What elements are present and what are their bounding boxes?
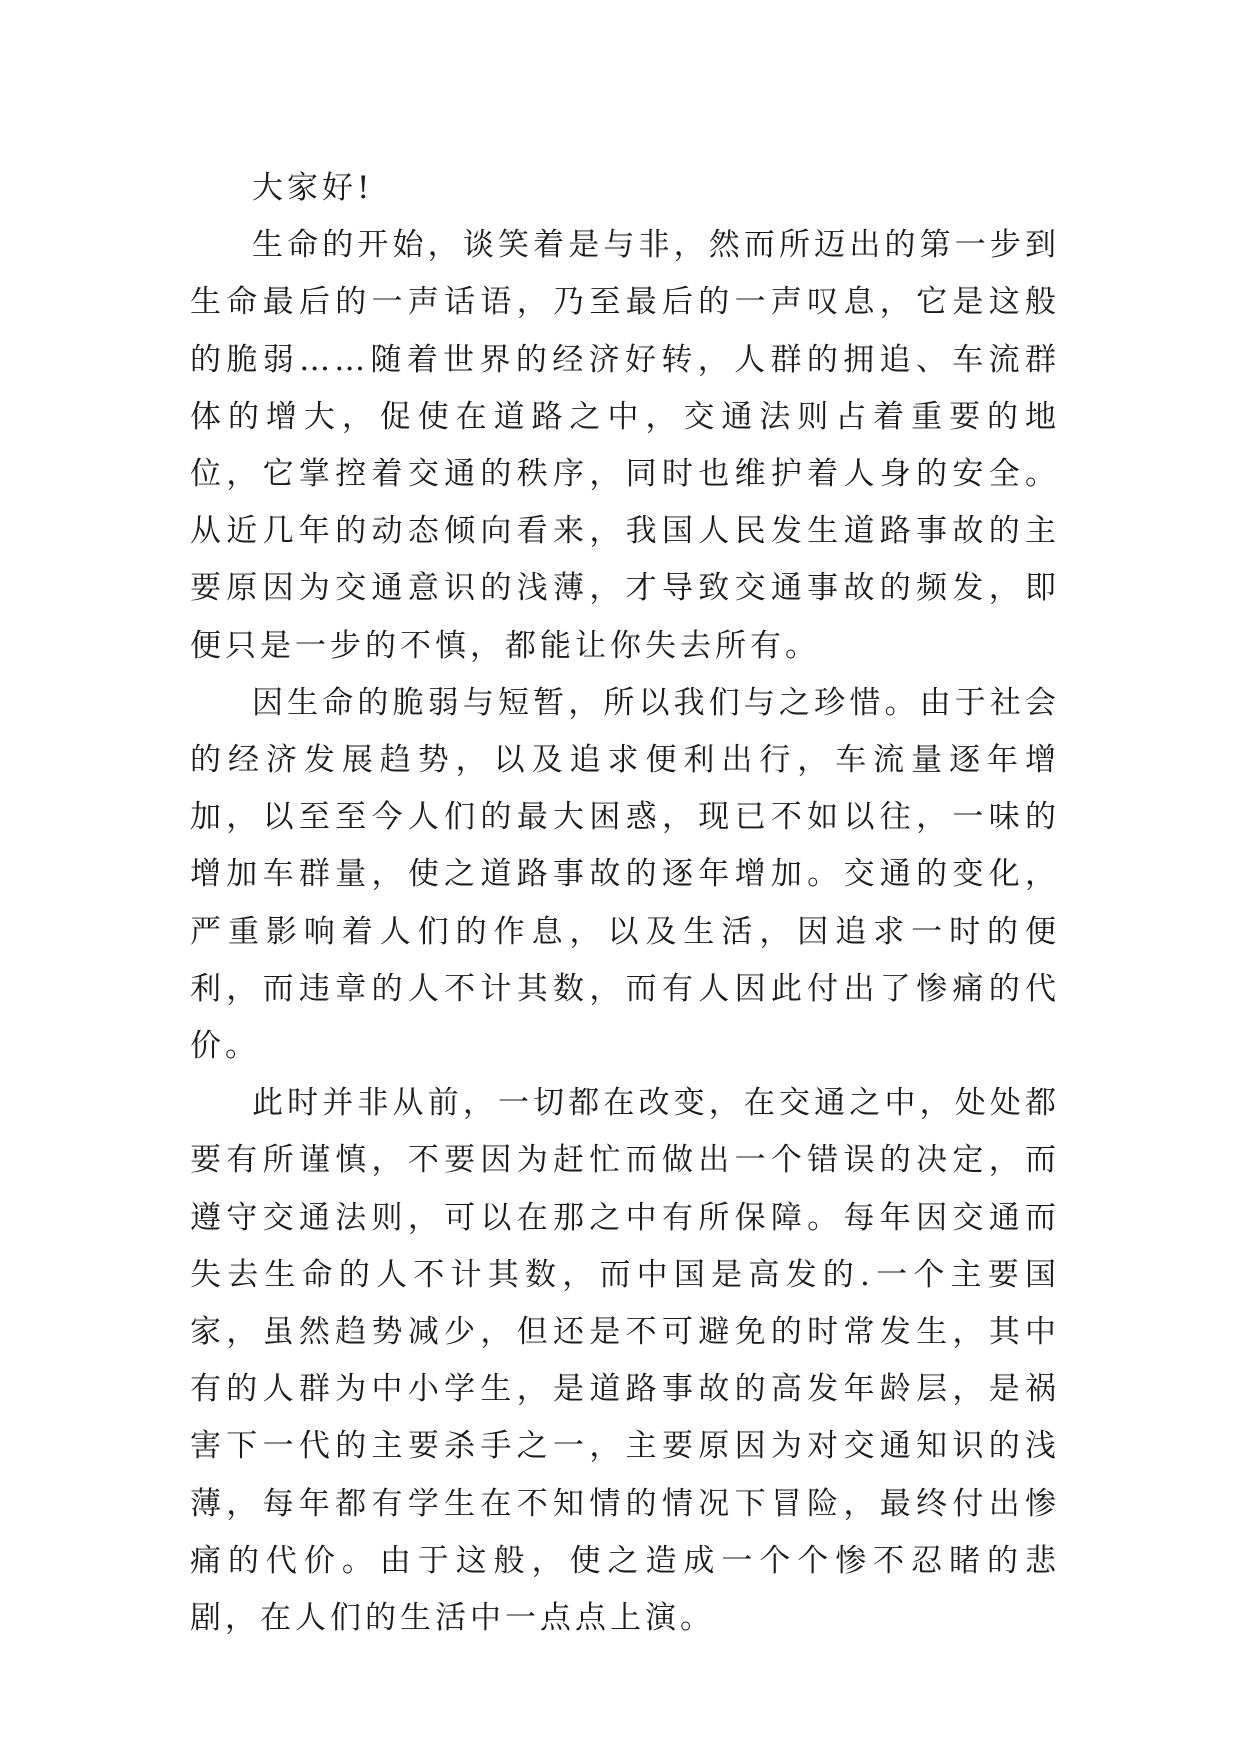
body-paragraph-3: 此时并非从前，一切都在改变，在交通之中，处处都要有所谨慎，不要因为赶忙而做出一个错误的决定，而遵守交通法则，可以在那之中有所保障。每年因交通而失去生命的人不计其数，而中国是高发的.一个主要国家，虽然趋势减少，但还是不可避免的时常发生，其中有的人群为中小学生，是道路事故的高发年龄层，是祸害下一代的主要杀手之一，主要原因为对交通知识的浅薄，每年都有学生在不知情的情况下冒险，最终付出惨痛的代价。由于这般，使之造成一个个惨不忍睹的悲剧，在人们的生活中一点点上演。	[190, 1085, 1060, 1637]
body-paragraph-1: 生命的开始，谈笑着是与非，然而所迈出的第一步到生命最后的一声话语，乃至最后的一声叹息，它是这般的脆弱……随着世界的经济好转，人群的拥追、车流群体的增大，促使在道路之中，交通法则占着重要的地位，它掌控着交通的秩序，同时也维护着人身的安全。从近几年的动态倾向看来，我国人民发生道路事故的主要原因为交通意识的浅薄，才导致交通事故的频发，即便只是一步的不慎，都能让你失去所有。	[190, 227, 1060, 664]
body-paragraph-2: 因生命的脆弱与短暂，所以我们与之珍惜。由于社会的经济发展趋势，以及追求便利出行，车流量逐年增加，以至至今人们的最大困惑，现已不如以往，一味的增加车群量，使之道路事故的逐年增加。交通的变化，严重影响着人们的作息，以及生活，因追求一时的便利，而违章的人不计其数，而有人因此付出了惨痛的代价。	[190, 684, 1060, 1065]
document-body	[190, 160, 1060, 1647]
greeting-paragraph: 大家好!	[252, 170, 374, 206]
